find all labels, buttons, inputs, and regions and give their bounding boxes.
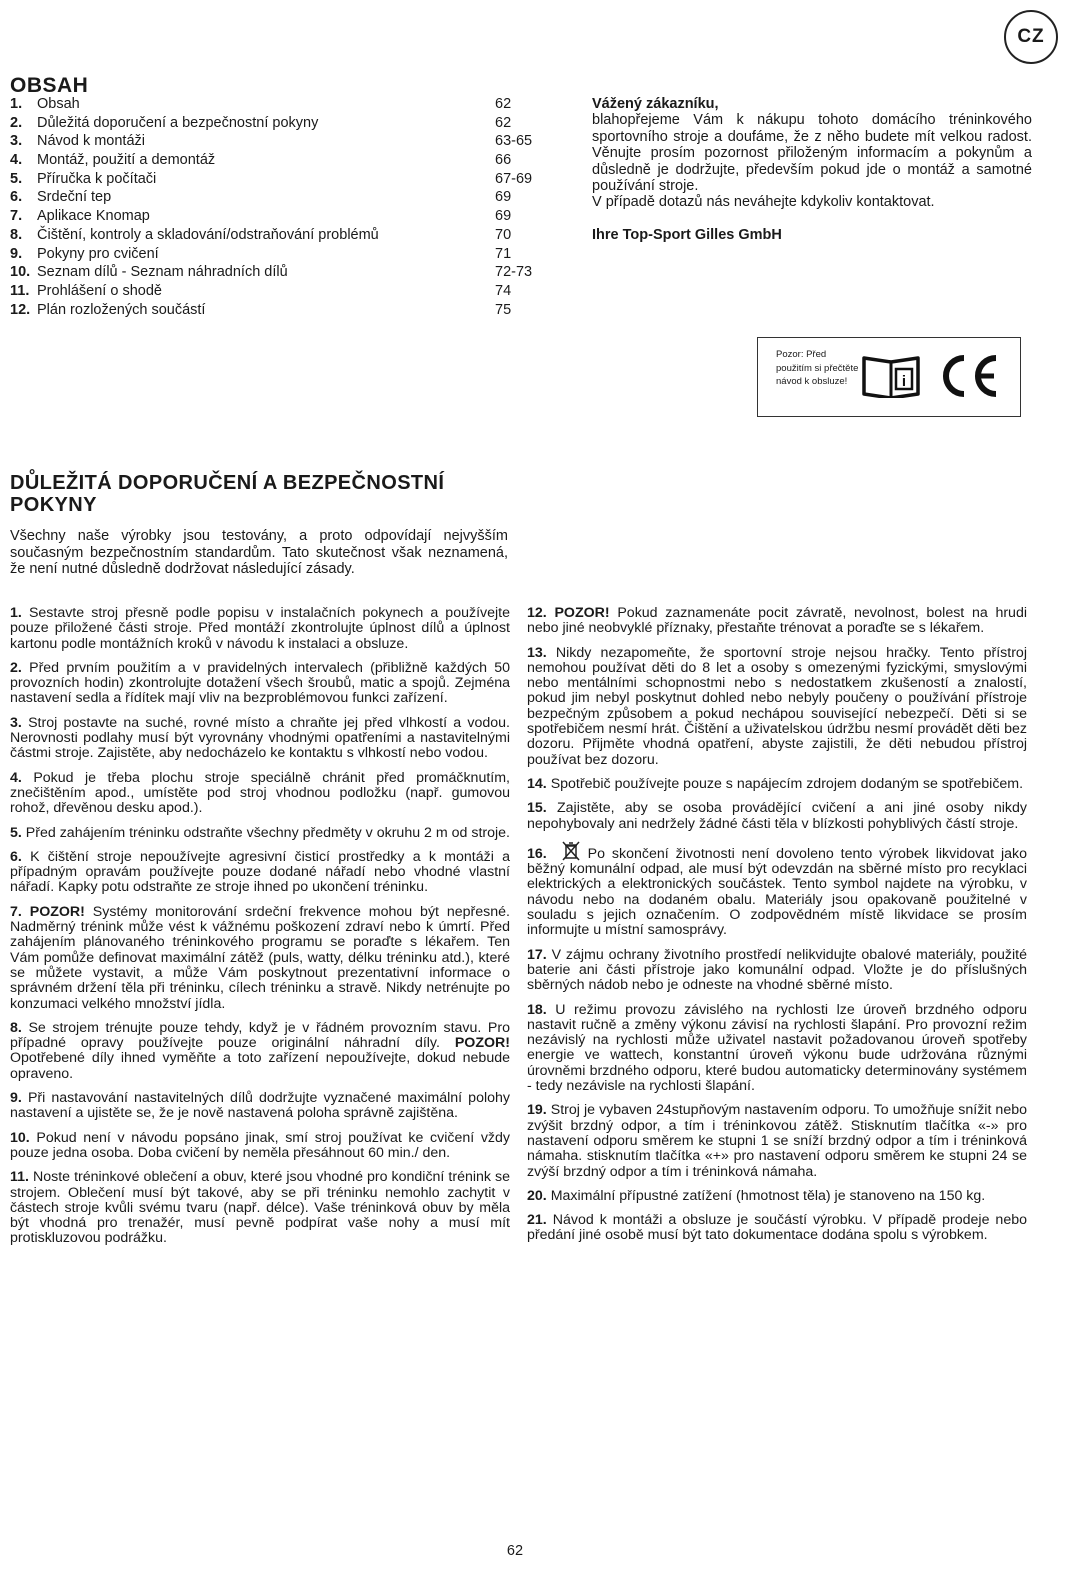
language-badge: CZ: [1004, 10, 1058, 64]
safety-rule: [527, 841, 1027, 939]
toc-item-number: 7.: [10, 208, 23, 225]
toc-item-label: Seznam dílů - Seznam náhradních dílů: [37, 264, 288, 281]
svg-text:i: i: [901, 373, 907, 390]
toc-item-number: 11.: [10, 282, 30, 299]
crossed-bin-icon: [562, 841, 580, 861]
rule-warning: POZOR!: [454, 1035, 510, 1052]
toc-item-page: 69: [495, 189, 512, 206]
rule-text: Při nastavování nastavitelných dílů dodržujte vyznačené maximální polohy nastavení a ujistěte se, že je nově nastavená poloha správně zajištěna.: [10, 1090, 510, 1122]
rule-number: 14.: [527, 775, 547, 792]
notice-text: Pozor: Před použitím si přečtěte návod k obsluze!: [776, 349, 859, 387]
rule-text: K čištění stroje nepoužívejte agresivní čisticí prostředky a k montáži a případným opravám používejte pouze dodané nářadí nebo vhodné vlastní nářadí. Kapky potu odstraňte ze stroje ihned po ukončení tréninku.: [10, 848, 510, 896]
rule-text: U režimu provozu závislého na rychlosti lze úroveň brzdného odporu nastavit ručně a změny výkonu závisí na rychlosti šlapání. Pro provozní režim nezávislý na rychlosti může uživatel nastavit požadovanou úroveň spotřeby energie ve wattech, konstantní úroveň výkonu bude udržována různými úrovněmi brzdného odporu, které budou automaticky determinovány systémem - tedy nezávisle na rychlosti šlapání.: [527, 1001, 1027, 1095]
rule-text: Před prvním použitím a v pravidelných intervalech (přibližně každých 50 provozních hodin) zkontrolujte dotažení všech šroubů, matic a spojů. Zejména nastavení sedla a řídítek mají vliv na bezproblémovou funkci zařízení.: [10, 659, 510, 707]
ce-mark-icon: [934, 352, 1002, 400]
toc-item-page: 69: [495, 208, 512, 225]
safety-rule: [527, 948, 1027, 994]
rule-text: Spotřebič používejte pouze s napájecím zdrojem dodaným se spotřebičem.: [550, 775, 1024, 792]
table-of-contents: [10, 95, 550, 319]
safety-rule: [10, 1170, 510, 1246]
greeting-contact: V případě dotazů nás neváhejte kdykoliv kontaktovat.: [592, 194, 935, 211]
toc-item-number: 5.: [10, 170, 23, 187]
rule-text: Systémy monitorování srdeční frekvence mohou být nepřesné. Nadměrný trénink může vést k vážnému poškození zdraví nebo k úmrtí. Před zahájením plánovaného tréninkového programu se poraďte s lékařem. Ten Vám pomůže definovat maximální zátěž (puls, watty, délku tréninku atd.), které se můžete vystavit, a může Vám poskytnout prezentativní informace o správném držení těla při tréninku, cílech tréninku a stravě. Nikdy netrénujte po konzumaci velkého množství jídla.: [10, 903, 510, 1012]
read-manual-notice: [757, 337, 1021, 417]
safety-rule: [527, 1003, 1027, 1095]
rule-number: 13.: [527, 644, 547, 661]
rule-number: 5.: [10, 824, 22, 841]
safety-rule: [10, 826, 510, 841]
rule-number: 4.: [10, 769, 22, 786]
toc-item-number: 9.: [10, 245, 23, 262]
safety-rule: [10, 661, 510, 707]
toc-item: [10, 132, 550, 151]
safety-section-title: DŮLEŽITÁ DOPORUČENÍ A BEZPEČNOSTNÍ POKYNY: [10, 472, 445, 516]
toc-item: [10, 114, 550, 133]
toc-item-number: 6.: [10, 189, 23, 206]
toc-item: [10, 282, 550, 301]
greeting-body: blahopřejeme Vám k nákupu tohoto domácího tréninkového sportovního stroje a doufáme, že z něho budete mít velkou radost. Věnujte prosím pozornost přiloženým informacím a pokynům a důsledně je dodržujte, především pokud jde o montáž a samotné používání stroje.: [592, 112, 1032, 195]
rule-text: Pokud zaznamenáte pocit závratě, nevolnost, bolest na hrudi nebo jiné neobvyklé příznaky, přestaňte trénovat a poraďte se s lékařem.: [527, 605, 1027, 637]
rule-text: Před zahájením tréninku odstraňte všechny předměty v okruhu 2 m od stroje.: [25, 824, 510, 841]
toc-item-page: 72-73: [495, 264, 533, 281]
toc-item: [10, 170, 550, 189]
rule-number: 20.: [527, 1187, 547, 1204]
toc-item-number: 10.: [10, 264, 31, 281]
rule-text: V zájmu ochrany životního prostředí nelikvidujte obalové materiály, použité baterie ani části přístroje jako komunální odpad. Vložte je do příslušných sběrných nádob nebo je odneste na vhodné sběrné místo.: [527, 946, 1027, 994]
rule-number: 21.: [527, 1212, 547, 1229]
rule-text: Pokud není v návodu popsáno jinak, smí stroj používat ke cvičení vždy pouze jedna osoba. Doba cvičení by neměla přesáhnout 60 min./ den.: [10, 1129, 510, 1161]
rule-number: 1.: [10, 605, 22, 621]
toc-item-number: 1.: [10, 96, 23, 112]
rule-number: 11.: [10, 1169, 29, 1186]
toc-item-page: 62: [495, 96, 512, 112]
rule-number: 16.: [527, 845, 547, 862]
toc-item-label: Aplikace Knomap: [37, 208, 150, 225]
safety-rule: [527, 1189, 1027, 1204]
rule-text: Zajistěte, aby se osoba provádějící cvičení a ani jiné osoby nikdy nepohybovaly ani nedržely žádné části těla v blízkosti pohyblivých částí stroje.: [527, 800, 1027, 832]
toc-item-label: Prohlášení o shodě: [37, 282, 162, 299]
toc-item-number: 8.: [10, 226, 23, 243]
rule-text: Noste tréninkové oblečení a obuv, které jsou vhodné pro kondiční trénink se strojem. Oblečení musí být takové, aby se při tréninku nemohlo zachytit v částech stroje kvůli svému tvaru (např. délce). Vaše tréninková obuv by měla být vhodná pro trenažér, musí pevně podpírat vaše nohy a musí mít protiskluzovou podrážku.: [10, 1169, 510, 1247]
toc-item-page: 63-65: [495, 133, 533, 150]
toc-item: [10, 207, 550, 226]
toc-item: [10, 263, 550, 282]
rule-warning: POZOR!: [554, 605, 610, 621]
safety-rule: [10, 850, 510, 896]
toc-item-label: Příručka k počítači: [37, 170, 157, 187]
safety-rule: [10, 1131, 510, 1162]
rule-number: 2.: [10, 659, 22, 676]
rule-number: 12.: [527, 605, 547, 621]
toc-item: [10, 95, 550, 114]
toc-item-page: 67-69: [495, 170, 533, 187]
safety-rule: [10, 606, 510, 652]
toc-item: [10, 226, 550, 245]
rule-text: Maximální přípustné zatížení (hmotnost těla) je stanoveno na 150 kg.: [550, 1187, 986, 1204]
rule-text: Stroj je vybaven 24stupňovým nastavením odporu. To umožňuje snížit nebo zvýšit brzdný odpor, a tím i tréninkovou zátěž. Stisknutím tlačítka «-» pro nastavení odporu směrem ke stupni 1 se sníží brzdný odpor a tím i tréninková námaha. stisknutím tlačítka «+» pro nastavení odporu směrem ke stupni 24 se zvýší brzdný odpor a tím i tréninková námaha.: [527, 1102, 1027, 1180]
rule-number: 17.: [527, 946, 547, 963]
customer-greeting: [592, 96, 1032, 243]
rule-text: Se strojem trénujte pouze tehdy, když je v řádném provozním stavu. Pro případné opravy používejte pouze originální náhradní díly.: [10, 1019, 510, 1052]
rule-text: Nikdy nezapomeňte, že sportovní stroje nejsou hračky. Tento přístroj nemohou používat děti do 8 let a osoby s omezenými fyzickými, smyslovými nebo mentálními schopnostmi nebo s nedostatkem zkušeností a znalostí, pokud jim nebyl poskytnut dohled nebo nebyly poučeny o používání přístroje bezpečným způsobem a pokud nechápou související nebezpečí. Děti si se spotřebičem nesmí hrát. Čištění a uživatelskou údržbu nesmí provádět děti bez dozoru. Přijměte vhodná opatření, abyste zajistili, že děti nebudou přístroj používat bez dozoru.: [527, 644, 1027, 768]
toc-item-page: 66: [495, 152, 512, 169]
rule-number: 7.: [10, 903, 22, 920]
toc-item-number: 2.: [10, 114, 23, 131]
safety-rule: [527, 606, 1027, 637]
toc-item: [10, 301, 550, 320]
safety-rule: [10, 905, 510, 1012]
safety-rule: [527, 777, 1027, 792]
toc-item-label: Návod k montáži: [37, 133, 145, 150]
toc-item-label: Plán rozložených součástí: [37, 301, 206, 318]
safety-rule: [527, 1103, 1027, 1179]
safety-rule: [10, 771, 510, 817]
toc-item-number: 12.: [10, 301, 31, 318]
toc-item-label: Montáž, použití a demontáž: [37, 152, 216, 169]
safety-rule: [10, 1021, 510, 1082]
rule-number: 10.: [10, 1129, 30, 1146]
toc-item: [10, 151, 550, 170]
toc-item-label: Pokyny pro cvičení: [37, 245, 159, 262]
safety-rules-left-column: [10, 606, 510, 1256]
toc-item-label: Obsah: [37, 96, 80, 112]
toc-item-page: 71: [495, 245, 512, 262]
toc-title: OBSAH: [10, 74, 89, 97]
safety-rule: [10, 1091, 510, 1122]
rule-text: Po skončení životnosti není dovoleno tento výrobek likvidovat jako běžný komunální odpad, ale musí být odevzdán na sběrné místo pro recyklaci elektrických a elektronických součástek. Tento symbol najdete na výrobku, v návodu nebo na dodaném obalu. Materiály jsou opakovaně použitelné v souladu s jejich označením. O zodpovědném místě likvidace se prosím informujte u místní samosprávy.: [527, 845, 1028, 939]
toc-item-label: Čištění, kontroly a skladování/odstraňování problémů: [37, 226, 379, 243]
toc-item-page: 70: [495, 226, 512, 243]
toc-item-page: 74: [495, 282, 512, 299]
rule-text: Návod k montáži a obsluze je součástí výrobku. V případě prodeje nebo předání jiné osobě musí být tato dokumentace dodána spolu s výrobkem.: [527, 1212, 1027, 1244]
safety-rule: [527, 1213, 1027, 1244]
rule-number: 9.: [10, 1090, 22, 1107]
toc-item-number: 4.: [10, 152, 23, 169]
toc-item-page: 75: [495, 301, 512, 318]
toc-item-label: Důležitá doporučení a bezpečnostní pokyny: [37, 114, 319, 131]
rule-number: 8.: [10, 1019, 22, 1036]
rule-text: Opotřebené díly ihned vyměňte a toto zařízení nepoužívejte, dokud nebude opraveno.: [10, 1050, 510, 1082]
greeting-signature: Ihre Top-Sport Gilles GmbH: [592, 226, 782, 243]
rule-text: Pokud je třeba plochu stroje speciálně chránit před promáčknutím, znečištěním apod., umístěte pod stroj vhodnou podložku (např. gumovou rohož, dřevěnou desku apod.).: [10, 769, 510, 817]
safety-rule: [10, 716, 510, 762]
toc-item-page: 62: [495, 114, 512, 131]
rule-number: 18.: [527, 1001, 547, 1018]
manual-info-icon: [862, 354, 920, 398]
rule-number: 15.: [527, 800, 547, 817]
safety-intro: Všechny naše výrobky jsou testovány, a proto odpovídají nejvyšším současným bezpečnostním standardům. Tato skutečnost však neznamená, že není nutné důsledně dodržovat následující zásady.: [10, 528, 508, 577]
rule-number: 3.: [10, 714, 22, 731]
toc-item-label: Srdeční tep: [37, 189, 112, 206]
rule-text: Stroj postavte na suché, rovné místo a chraňte jej před vlhkostí a vodou. Nerovnosti podlahy musí být vyrovnány vhodnými opatřeními a nastavitelnými částmi stroje. Zajistěte, aby nedocházelo ke kontaktu s vlhkostí nebo vodou.: [10, 714, 510, 762]
safety-rule: [527, 646, 1027, 768]
page-number: 62: [506, 1543, 524, 1559]
safety-rule: [527, 801, 1027, 832]
toc-item: [10, 245, 550, 264]
rule-warning: POZOR!: [29, 903, 85, 920]
toc-item: [10, 188, 550, 207]
toc-item-number: 3.: [10, 133, 23, 150]
rule-text: Sestavte stroj přesně podle popisu v instalačních pokynech a používejte pouze přiložené části stroje. Před montáží zkontrolujte úplnost dílů a úplnost kartonu podle montážních kroků v návodu k instalaci a obsluze.: [10, 605, 510, 652]
greeting-heading: Vážený zákazníku,: [592, 96, 719, 112]
rule-number: 19.: [527, 1102, 547, 1119]
safety-rules-right-column: [527, 606, 1027, 1253]
rule-number: 6.: [10, 848, 22, 865]
